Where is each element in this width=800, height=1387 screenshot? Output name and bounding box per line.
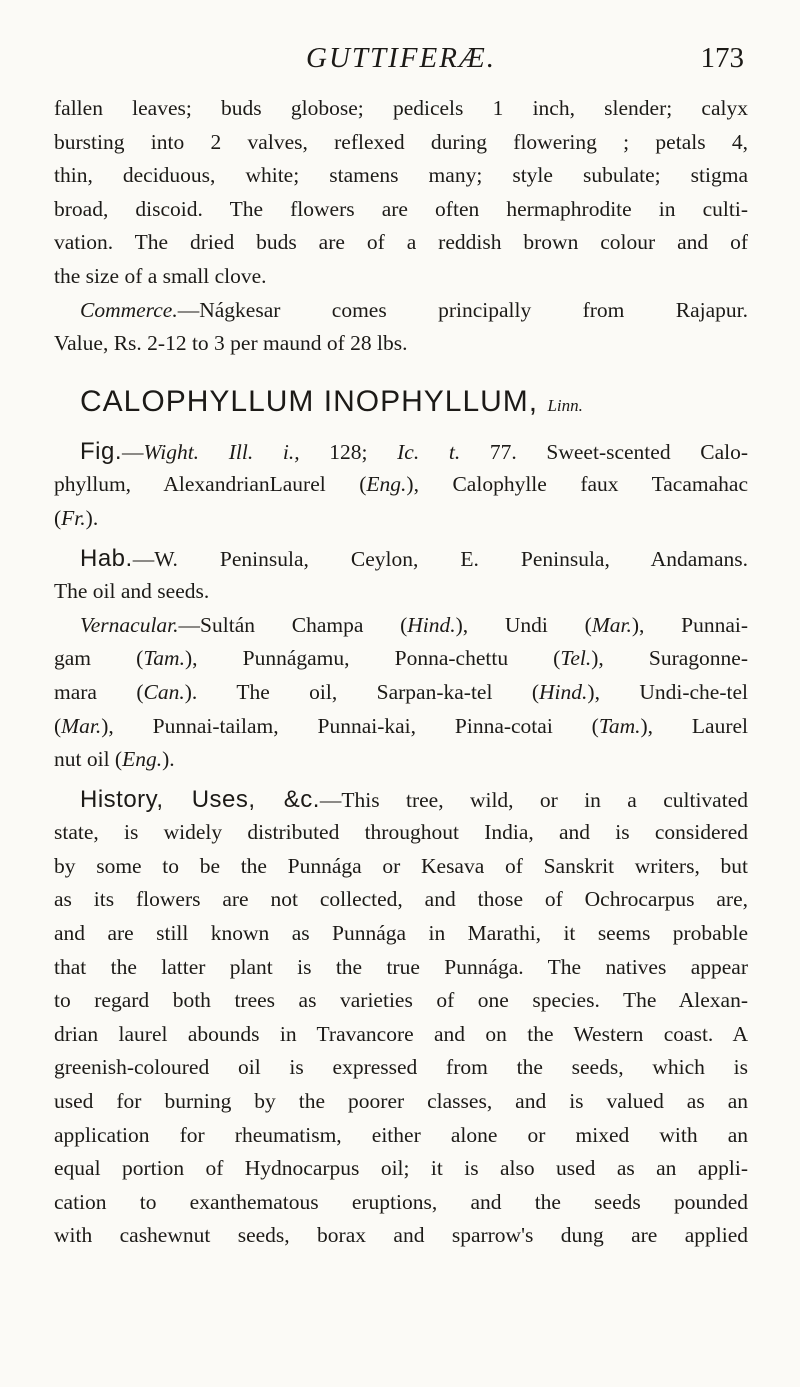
text-line: drian laurel abounds in Travancore and on the Western coast. A	[54, 1021, 748, 1046]
text-line	[54, 676, 748, 710]
paragraph-history	[54, 783, 748, 1253]
language-tag: Eng.	[122, 747, 163, 772]
language-tag: Fr.	[61, 505, 86, 530]
text-span: ), Punnai-tailam, Punnai-kai, Pinna-cotai (	[101, 713, 599, 738]
running-head	[54, 0, 748, 92]
paragraph-commerce	[54, 294, 748, 361]
citation: Ic. t.	[397, 439, 461, 464]
commerce-label: Commerce.	[80, 297, 178, 322]
text-line: to regard both trees as varieties of one species. The Alexan-	[54, 988, 748, 1013]
text-line: bursting into 2 valves, reflexed during flowering ; petals 4,	[54, 129, 748, 154]
language-tag: Tel.	[560, 646, 592, 671]
text-line: application for rheumatism, either alone or mixed with an	[54, 1122, 748, 1147]
text-span: ), Calophylle faux Tacamahac	[406, 472, 748, 497]
text-line	[54, 743, 748, 777]
species-name: CALOPHYLLUM INOPHYLLUM,	[80, 384, 539, 418]
paragraph-hab	[54, 542, 748, 609]
text-line: and are still known as Punnága in Marathi, it seems probable	[54, 921, 748, 946]
text-line: broad, discoid. The flowers are often hermaphrodite in culti-	[54, 196, 748, 221]
text-line	[54, 435, 748, 469]
text-line: the size of a small clove.	[54, 263, 267, 288]
species-authority: Linn.	[547, 395, 583, 415]
text-line	[54, 468, 748, 502]
text-line	[54, 542, 748, 576]
language-tag: Tam.	[143, 646, 185, 671]
text-line	[54, 502, 748, 536]
hab-text: —W. Peninsula, Ceylon, E. Peninsula, Andamans.	[132, 546, 748, 571]
text-span: ), Undi-che-tel	[587, 679, 748, 704]
commerce-text: —Nágkesar comes principally from Rajapur.	[177, 297, 748, 322]
running-title: GUTTIFERÆ.	[306, 42, 496, 74]
language-tag: Eng.	[366, 472, 407, 497]
language-tag: Hind.	[407, 612, 456, 637]
fig-label: Fig.	[80, 437, 123, 465]
text-span: ), Suragonne-	[591, 646, 748, 671]
species-heading	[54, 375, 748, 429]
text-span: ), Punnágamu, Ponna-chettu (	[184, 646, 561, 671]
text-line: cation to exanthematous eruptions, and the seeds pounded	[54, 1189, 748, 1214]
text-span: phyllum, AlexandrianLaurel (	[54, 472, 367, 497]
text-line: equal portion of Hydnocarpus oil; it is also used as an appli-	[54, 1156, 748, 1181]
citation: Wight. Ill. i.,	[143, 439, 300, 464]
paragraph-description-continued	[54, 92, 748, 294]
text-span: 77. Sweet-scented Calo-	[460, 439, 748, 464]
text-line	[54, 710, 748, 744]
text-line	[54, 642, 748, 676]
text-line	[54, 294, 748, 328]
text-span: mara (	[54, 679, 144, 704]
text-span: ), Undi (	[455, 612, 592, 637]
text-span: ).	[85, 505, 99, 530]
text-span: —	[122, 439, 144, 464]
history-text: —This tree, wild, or in a cultivated	[319, 787, 748, 812]
hab-label: Hab.	[80, 544, 133, 572]
text-line: that the latter plant is the true Punnága. The natives appear	[54, 954, 748, 979]
text-span: ), Laurel	[640, 713, 748, 738]
page-number: 173	[700, 42, 744, 74]
language-tag: Can.	[143, 679, 185, 704]
text-span: ), Punnai-	[631, 612, 748, 637]
text-line: Value, Rs. 2-12 to 3 per maund of 28 lbs.	[54, 331, 408, 356]
language-tag: Hind.	[539, 679, 588, 704]
text-span: (	[54, 713, 62, 738]
text-line	[54, 783, 748, 817]
text-span: (	[54, 505, 62, 530]
text-line: fallen leaves; buds globose; pedicels 1 inch, slender; calyx	[54, 96, 748, 120]
text-span: —Sultán Champa (	[178, 612, 408, 637]
history-label: History, Uses, &c.	[80, 785, 320, 813]
language-tag: Mar.	[591, 612, 632, 637]
text-line: with cashewnut seeds, borax and sparrow's dung are applied	[54, 1223, 748, 1248]
language-tag: Tam.	[598, 713, 641, 738]
text-line: used for burning by the poorer classes, and is valued as an	[54, 1089, 748, 1114]
text-line: state, is widely distributed throughout India, and is considered	[54, 820, 748, 845]
paragraph-fig	[54, 435, 748, 536]
text-span: ).	[162, 747, 175, 772]
text-line: by some to be the Punnága or Kesava of Sanskrit writers, but	[54, 853, 748, 878]
vernacular-label: Vernacular.	[80, 612, 179, 637]
text-span: nut oil (	[54, 747, 123, 772]
language-tag: Mar.	[61, 713, 102, 738]
text-line: as its flowers are not collected, and those of Ochrocarpus are,	[54, 887, 748, 912]
text-span: ). The oil, Sarpan-ka-tel (	[184, 679, 540, 704]
text-line	[54, 609, 748, 643]
text-line: thin, deciduous, white; stamens many; style subulate; stigma	[54, 163, 748, 188]
page-body	[54, 92, 748, 1253]
paragraph-vernacular	[54, 609, 748, 777]
text-line: greenish-coloured oil is expressed from the seeds, which is	[54, 1055, 748, 1080]
text-line: The oil and seeds.	[54, 579, 210, 604]
text-line: vation. The dried buds are of a reddish brown colour and of	[54, 230, 748, 255]
text-span: gam (	[54, 646, 144, 671]
text-span: 128;	[299, 439, 398, 464]
